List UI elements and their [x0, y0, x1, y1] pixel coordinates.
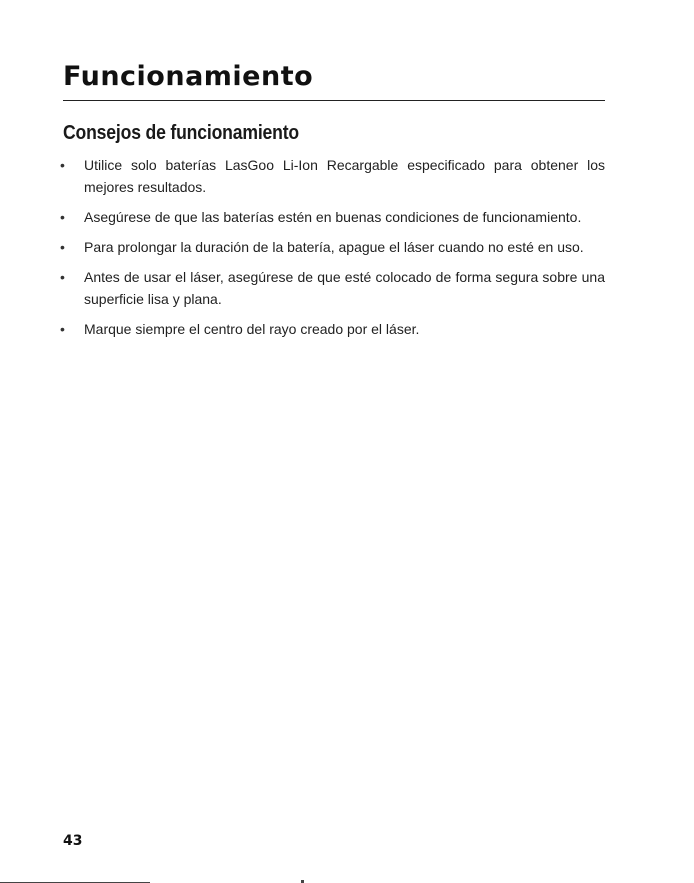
list-item	[60, 266, 605, 310]
page-number: 43	[63, 833, 83, 849]
tip-text: Marque siempre el centro del rayo creado por el láser.	[84, 321, 420, 337]
list-item	[60, 318, 605, 340]
list-item	[60, 154, 605, 198]
title-divider	[63, 100, 605, 101]
bullet-icon: •	[60, 209, 65, 225]
bullet-icon: •	[60, 269, 65, 285]
bullet-icon: •	[60, 157, 65, 173]
list-item	[60, 206, 605, 228]
tip-text: Asegúrese de que las baterías estén en buenas condiciones de funcionamiento.	[84, 209, 582, 225]
bullet-icon: •	[60, 321, 65, 337]
page-title: Funcionamiento	[63, 61, 314, 92]
section-heading: Consejos de funcionamiento	[63, 122, 299, 144]
tip-text: Antes de usar el láser, asegúrese de que esté colocado de forma segura sobre una superficie lisa y plana.	[84, 269, 605, 307]
tip-text: Para prolongar la duración de la batería, apague el láser cuando no esté en uso.	[84, 239, 584, 255]
list-item	[60, 236, 605, 258]
tips-list	[60, 154, 605, 348]
bullet-icon: •	[60, 239, 65, 255]
tip-text: Utilice solo baterías LasGoo Li-Ion Recargable especificado para obtener los mejores resultados.	[84, 157, 605, 195]
